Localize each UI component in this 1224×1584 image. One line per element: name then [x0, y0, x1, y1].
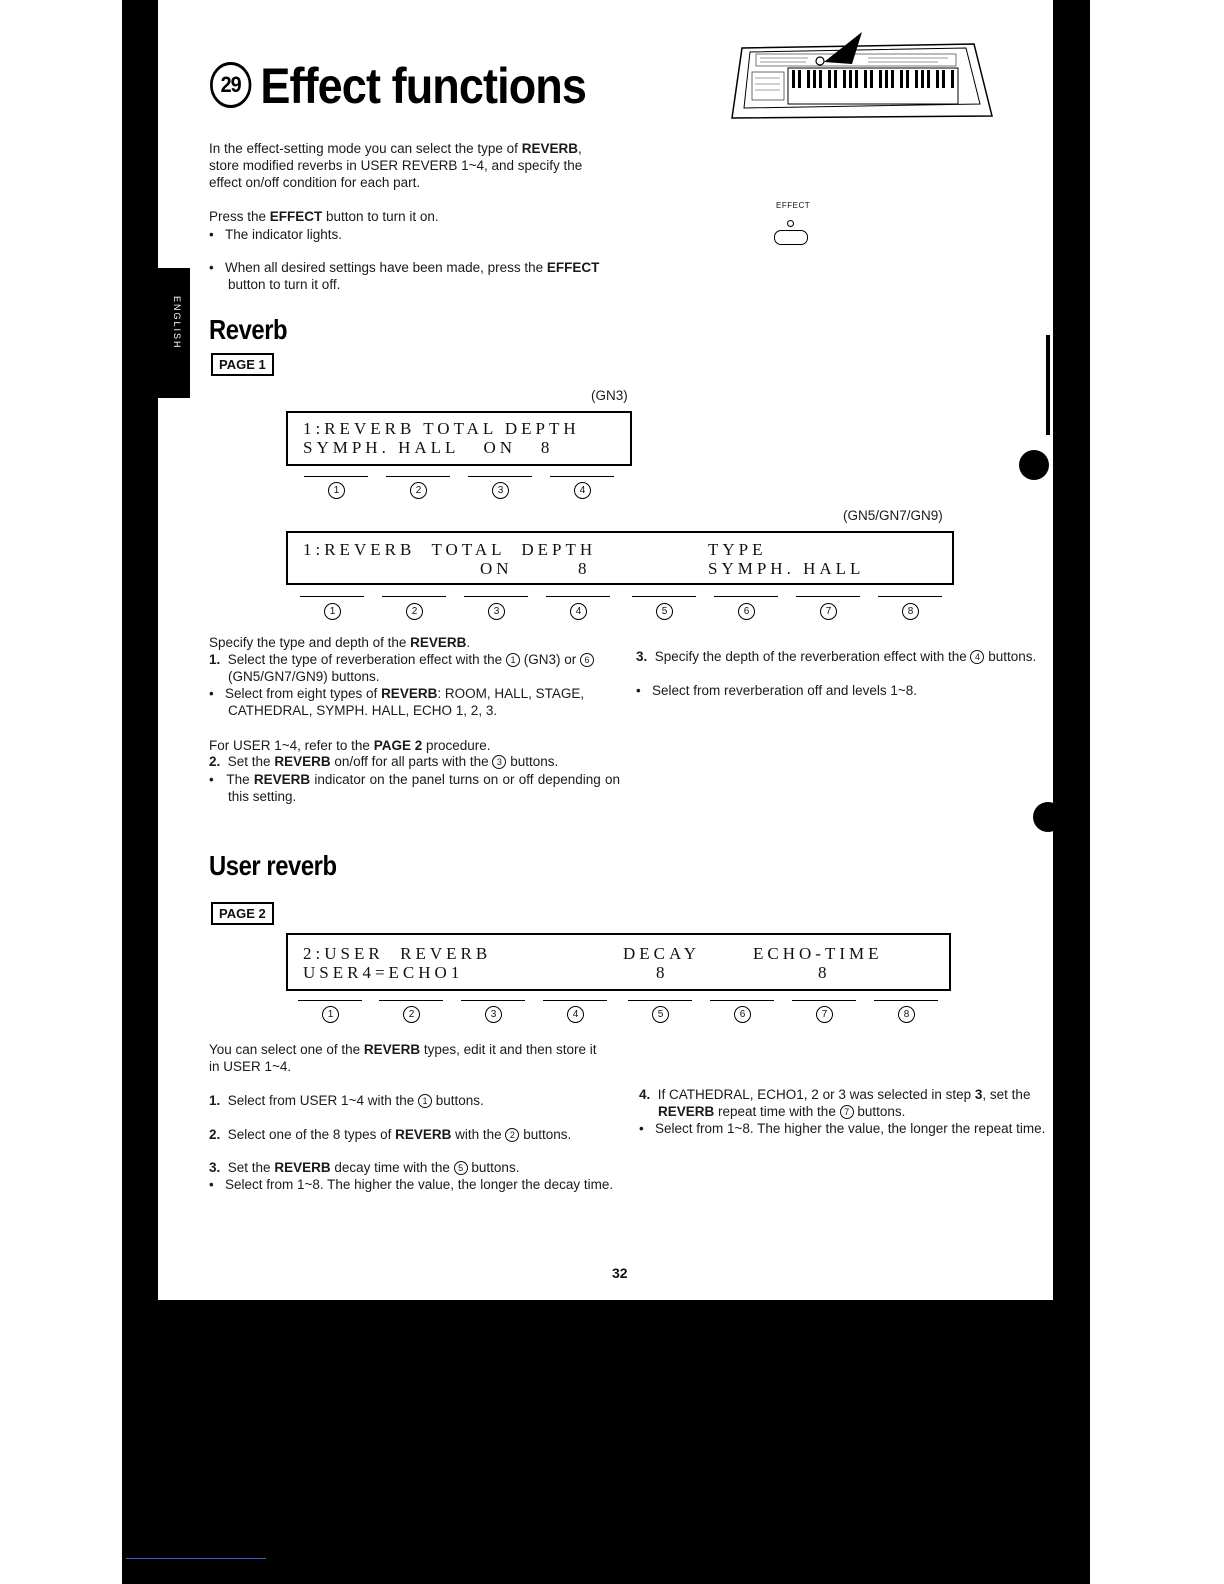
user-button-1[interactable]: 1 — [322, 1006, 339, 1023]
keyboard-illustration — [728, 28, 994, 122]
effect-button-label: EFFECT — [776, 201, 811, 210]
side-tab-label: ENGLISH — [172, 296, 182, 350]
button-6-icon: 6 — [580, 653, 594, 667]
button-1-icon: 1 — [418, 1094, 432, 1108]
binding-mark-top — [1019, 450, 1049, 480]
press-effect-instruction: Press the EFFECT button to turn it on. — [209, 209, 439, 224]
reverb-step1: 1. Select the type of reverberation effect with the 1 (GN3) or 6 (GN5/GN7/GN9) buttons. — [209, 651, 628, 685]
gn5-button-7[interactable]: 7 — [820, 603, 837, 620]
button-5-icon: 5 — [454, 1161, 468, 1175]
lcd-gn3-display — [286, 411, 632, 466]
button-3-icon: 3 — [492, 755, 506, 769]
binding-mark-bottom — [1033, 802, 1063, 832]
lcd-user-line1b: DECAY — [623, 944, 700, 963]
gn5-button-line-4 — [546, 596, 610, 597]
gn5-button-6[interactable]: 6 — [738, 603, 755, 620]
user-reverb-intro: You can select one of the REVERB types, edit it and then store it in USER 1~4. — [209, 1042, 597, 1074]
lcd-user-line2c: 8 — [818, 963, 831, 982]
lcd-gn5-line2a: ON — [480, 559, 513, 578]
gn5-button-3[interactable]: 3 — [488, 603, 505, 620]
user-reverb-step3-bullet: • Select from 1~8. The higher the value, the longer the decay time. — [209, 1177, 614, 1192]
page1-label: PAGE 1 — [211, 353, 274, 376]
gn5-button-line-8 — [878, 596, 942, 597]
lcd-gn5-line2b: 8 — [578, 559, 591, 578]
lcd-user-line2a: USER4=ECHO1 — [303, 963, 464, 982]
user-button-7[interactable]: 7 — [816, 1006, 833, 1023]
user-button-6[interactable]: 6 — [734, 1006, 751, 1023]
user-reverb-step1: 1. Select from USER 1~4 with the 1 buttons. — [209, 1093, 484, 1108]
gn5-button-line-2 — [382, 596, 446, 597]
page2-label: PAGE 2 — [211, 902, 274, 925]
effect-button[interactable] — [774, 230, 808, 245]
gn3-button-4[interactable]: 4 — [574, 482, 591, 499]
gn3-button-3[interactable]: 3 — [492, 482, 509, 499]
gn5-button-line-6 — [714, 596, 778, 597]
page-number: 32 — [612, 1265, 628, 1281]
user-reverb-step2: 2. Select one of the 8 types of REVERB with the 2 buttons. — [209, 1127, 572, 1142]
lcd-gn5-line2c: SYMPH. HALL — [708, 559, 865, 578]
intro-paragraph: In the effect-setting mode you can select the type of REVERB, store modified reverbs in USER REVERB 1~4, and specify the effect on/off condition for each part. — [209, 141, 583, 190]
scan-border-bottom — [122, 1300, 1090, 1584]
gn5-button-5[interactable]: 5 — [656, 603, 673, 620]
user-button-8[interactable]: 8 — [898, 1006, 915, 1023]
user-reverb-step3: 3. Set the REVERB decay time with the 5 buttons. — [209, 1160, 520, 1175]
button-2-icon: 2 — [505, 1128, 519, 1142]
user-reverb-step4: 4. If CATHEDRAL, ECHO1, 2 or 3 was selected in step 3, set the REVERB repeat time with the 7 buttons. — [639, 1087, 1031, 1119]
page-edge-line — [1046, 335, 1050, 435]
chapter-number: 29 — [210, 62, 251, 108]
intro-bullet-indicator: • The indicator lights. — [209, 227, 343, 242]
blue-underline-artifact — [126, 1558, 266, 1559]
user-button-2[interactable]: 2 — [403, 1006, 420, 1023]
gn5-button-line-7 — [796, 596, 860, 597]
reverb-step1-bullet: • Select from eight types of REVERB: ROOM, HALL, STAGE, CATHEDRAL, SYMPH. HALL, ECHO 1, 2, 3. — [209, 686, 585, 718]
user-reverb-step4-bullet: • Select from 1~8. The higher the value, the longer the repeat time. — [639, 1121, 1046, 1136]
user-button-4[interactable]: 4 — [567, 1006, 584, 1023]
gn5-button-2[interactable]: 2 — [406, 603, 423, 620]
lcd-gn5-line1b: TYPE — [708, 540, 767, 559]
user-button-line-2 — [379, 1000, 443, 1001]
user-button-3[interactable]: 3 — [485, 1006, 502, 1023]
gn5-button-line-5 — [632, 596, 696, 597]
effect-indicator-icon — [787, 220, 794, 227]
gn3-button-line-2 — [386, 476, 450, 477]
lcd-user-line1c: ECHO-TIME — [753, 944, 883, 963]
reverb-step3-bullet: • Select from reverberation off and levels 1~8. — [636, 683, 918, 698]
gn5-model-label: (GN5/GN7/GN9) — [843, 508, 943, 523]
user-button-line-8 — [874, 1000, 938, 1001]
button-4-icon: 4 — [970, 650, 984, 664]
gn3-button-line-4 — [550, 476, 614, 477]
lcd-gn5-line1a: 1:REVERB TOTAL DEPTH — [303, 540, 597, 559]
gn3-button-line-3 — [468, 476, 532, 477]
button-7-icon: 7 — [840, 1105, 854, 1119]
user-button-line-6 — [710, 1000, 774, 1001]
lcd-user-line1a: 2:USER REVERB — [303, 944, 492, 963]
user-button-line-1 — [298, 1000, 362, 1001]
gn3-button-line-1 — [304, 476, 368, 477]
gn5-button-8[interactable]: 8 — [902, 603, 919, 620]
title-text: Effect functions — [260, 58, 587, 114]
gn3-button-2[interactable]: 2 — [410, 482, 427, 499]
reverb-step2: 2. Set the REVERB on/off for all parts with the 3 buttons. — [209, 754, 559, 769]
user-button-line-4 — [543, 1000, 607, 1001]
reverb-step3: 3. Specify the depth of the reverberation effect with the 4 buttons. — [636, 649, 1037, 664]
reverb-specify-text: Specify the type and depth of the REVERB. — [209, 635, 471, 650]
intro-bullet-turn-off: • When all desired settings have been made, press the EFFECT button to turn it off. — [209, 260, 600, 292]
lcd-user-reverb-display — [286, 933, 951, 991]
gn5-button-1[interactable]: 1 — [324, 603, 341, 620]
lcd-gn5-display — [286, 531, 954, 585]
reverb-step2-bullet: • The REVERB indicator on the panel turns on or off depending on this setting. — [209, 772, 620, 804]
gn5-button-line-1 — [300, 596, 364, 597]
gn5-button-line-3 — [464, 596, 528, 597]
lcd-gn3-line1: 1:REVERB TOTAL DEPTH — [303, 419, 580, 438]
user-button-line-7 — [792, 1000, 856, 1001]
lcd-user-line2b: 8 — [656, 963, 669, 982]
reverb-user-note: For USER 1~4, refer to the PAGE 2 procedure. — [209, 738, 491, 753]
gn3-button-1[interactable]: 1 — [328, 482, 345, 499]
gn3-model-label: (GN3) — [591, 388, 628, 403]
lcd-gn3-line2: SYMPH. HALL ON 8 — [303, 438, 554, 457]
user-button-line-5 — [628, 1000, 692, 1001]
page-title — [210, 56, 586, 116]
user-reverb-heading: User reverb — [209, 850, 337, 881]
reverb-heading: Reverb — [209, 314, 288, 345]
user-button-5[interactable]: 5 — [652, 1006, 669, 1023]
gn5-button-4[interactable]: 4 — [570, 603, 587, 620]
button-1-icon: 1 — [506, 653, 520, 667]
scan-border-left — [0, 0, 122, 1584]
user-button-line-3 — [461, 1000, 525, 1001]
